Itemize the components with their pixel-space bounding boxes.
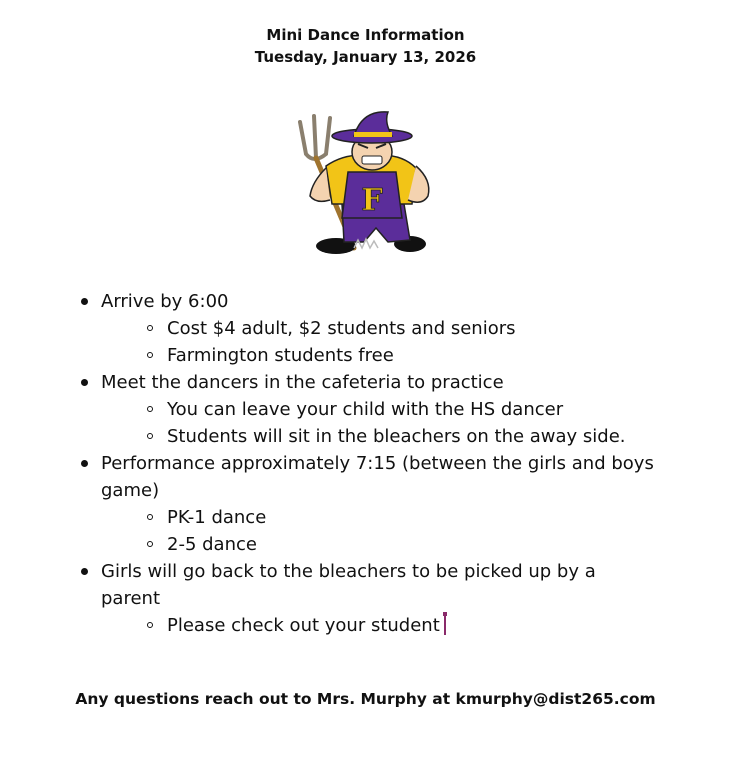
list-item: Meet the dancers in the cafeteria to practice You can leave your child with the HS dancer Students will sit in the bleachers on the away side.	[78, 369, 658, 450]
circle-bullet-icon	[147, 433, 153, 439]
circle-bullet-icon	[147, 622, 153, 628]
list-item: You can leave your child with the HS dancer	[144, 396, 658, 423]
bullet-icon	[81, 298, 88, 305]
circle-bullet-icon	[147, 325, 153, 331]
event-date: Tuesday, January 13, 2026	[254, 48, 477, 66]
circle-bullet-icon	[147, 541, 153, 547]
bullet-icon	[81, 568, 88, 575]
document-header	[0, 24, 731, 68]
list-item: Girls will go back to the bleachers to be picked up by a parent Please check out your student	[78, 558, 658, 639]
svg-text:F: F	[361, 183, 383, 218]
list-item: Please check out your student	[144, 612, 658, 639]
list-item: Students will sit in the bleachers on the away side.	[144, 423, 658, 450]
text-cursor[interactable]	[444, 615, 446, 635]
page-title: Mini Dance Information	[266, 26, 465, 44]
list-item: Cost $4 adult, $2 students and seniors	[144, 315, 658, 342]
bullet-icon	[81, 460, 88, 467]
list-item: Farmington students free	[144, 342, 658, 369]
info-list	[78, 288, 658, 639]
bullet-icon	[81, 379, 88, 386]
list-item: 2-5 dance	[144, 531, 658, 558]
circle-bullet-icon	[147, 514, 153, 520]
list-item: Arrive by 6:00 Cost $4 adult, $2 students and seniors Farmington students free	[78, 288, 658, 369]
contact-footer: Any questions reach out to Mrs. Murphy at kmurphy@dist265.com	[75, 690, 656, 708]
list-item: PK-1 dance	[144, 504, 658, 531]
circle-bullet-icon	[147, 352, 153, 358]
circle-bullet-icon	[147, 406, 153, 412]
farmer-mascot-icon	[292, 108, 434, 260]
list-item: Performance approximately 7:15 (between the girls and boys game) PK-1 dance 2-5 dance	[78, 450, 658, 558]
